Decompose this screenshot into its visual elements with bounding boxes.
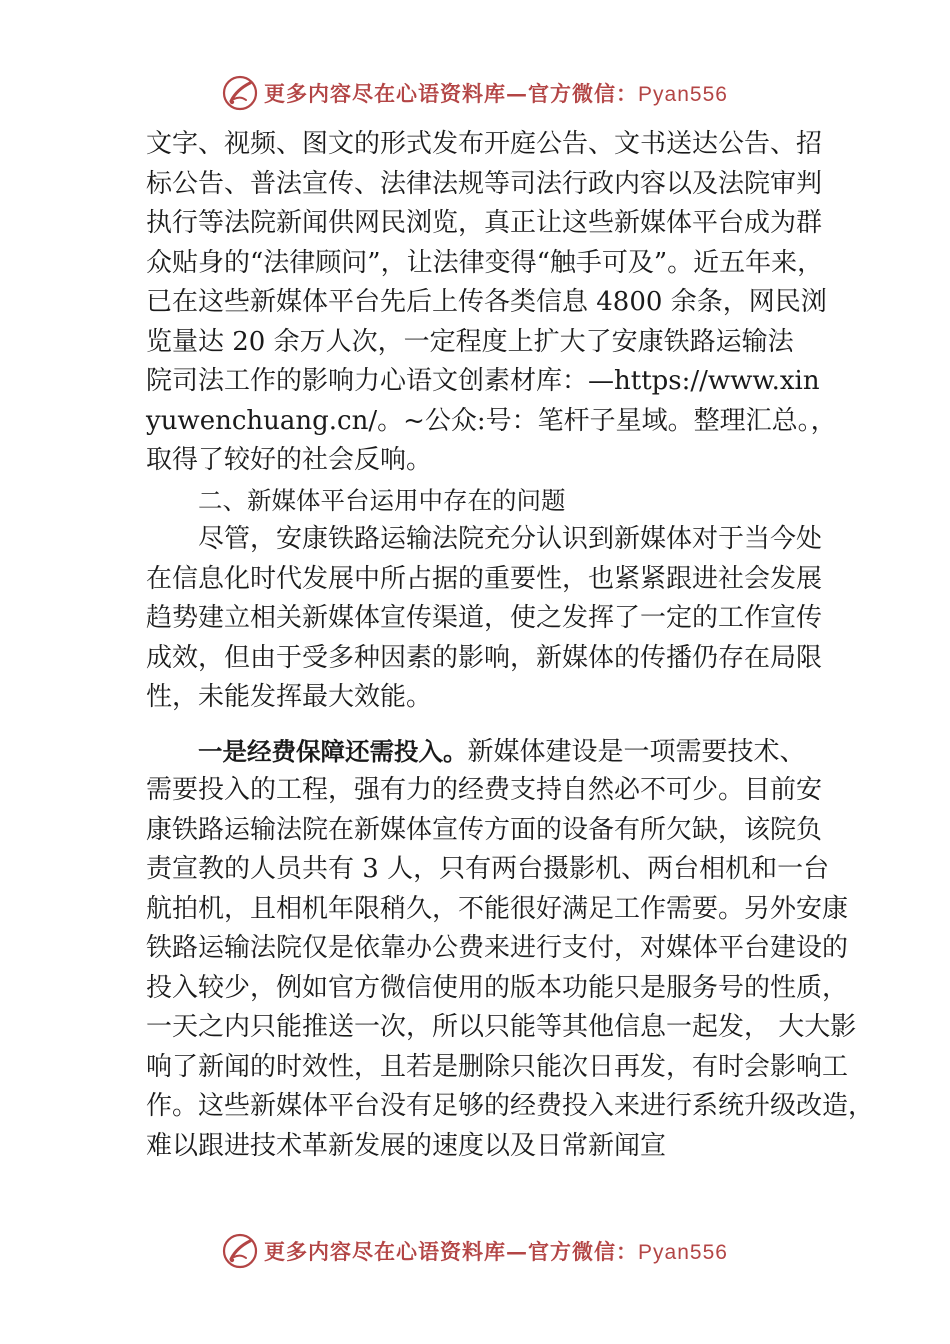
text-line: 康铁路运输法院在新媒体宣传方面的设备有所欠缺，该院负 (146, 814, 823, 845)
first-line-rest: 新媒体建设是一项需要技术、 (467, 736, 806, 767)
text-line: 难以跟进技术革新发展的速度以及日常新闻宣 (146, 1130, 667, 1161)
banner-text: 更多内容尽在心语资料库—官方微信：Pyan556 (264, 81, 728, 106)
text-line: 尽管，安康铁路运输法院充分认识到新媒体对于当今处 (198, 524, 823, 554)
banner-wechat-id: Pyan556 (638, 1241, 728, 1264)
text-line: 览量达 20 余万人次，一定程度上扩大了安康铁路运输法 (146, 326, 794, 357)
text-line: 作。这些新媒体平台没有足够的经费投入来进行系统升级改造， (146, 1091, 875, 1121)
banner-wechat-id: Pyan556 (638, 83, 728, 106)
text-line: 在信息化时代发展中所占据的重要性，也紧紧跟进社会发展 (146, 563, 823, 594)
text-line: yuwenchuang.cn/。~公众:号：笔杆子星域。整理汇总。， (146, 405, 837, 436)
text-line: 趋势建立相关新媒体宣传渠道，使之发挥了一定的工作宣传 (146, 603, 823, 633)
paragraph-3 (146, 732, 875, 1167)
bold-lead-text: 一是经费保障还需投入。 (198, 736, 468, 766)
paragraph-2 (146, 520, 846, 718)
section-heading: 二、新媒体平台运用中存在的问题 (198, 485, 566, 515)
text-line: 航拍机，且相机年限稍久，不能很好满足工作需要。另外安康 (146, 893, 849, 924)
text-line: 取得了较好的社会反响。 (146, 445, 433, 475)
brush-logo-icon (222, 75, 258, 111)
text-line: 需要投入的工程，强有力的经费支持自然必不可少。目前安 (146, 775, 823, 805)
text-line: 文字、视频、图文的形式发布开庭公告、文书送达公告、招 (146, 129, 823, 159)
text-line: 已在这些新媒体平台先后上传各类信息 4800 余条，网民浏 (146, 287, 827, 317)
header-banner (0, 71, 950, 115)
text-line: 投入较少，例如官方微信使用的版本功能只是服务号的性质， (146, 972, 849, 1003)
brush-logo-icon (222, 1233, 258, 1269)
paragraph-1 (146, 125, 846, 481)
text-line: 性，未能发挥最大效能。 (146, 682, 433, 712)
text-line: 铁路运输法院仅是依靠办公费来进行支付，对媒体平台建设的 (146, 933, 849, 963)
text-line-first (146, 732, 846, 772)
text-line: 院司法工作的影响力心语文创素材库：—https://www.xin (146, 366, 820, 396)
text-line: 标公告、普法宣传、法律法规等司法行政内容以及法院审判 (146, 168, 823, 199)
banner-text: 更多内容尽在心语资料库—官方微信：Pyan556 (264, 1239, 728, 1264)
text-line: 责宣教的人员共有 3 人，只有两台摄影机、两台相机和一台 (146, 854, 830, 884)
footer-banner (0, 1229, 950, 1273)
text-line: 执行等法院新闻供网民浏览，真正让这些新媒体平台成为群 (146, 208, 823, 238)
text-line: 响了新闻的时效性，且若是删除只能次日再发，有时会影响工 (146, 1051, 849, 1082)
text-line: 众贴身的“法律顾问”，让法律变得“触手可及”。近五年来， (146, 247, 824, 278)
document-body (146, 125, 875, 1166)
text-line: 一天之内只能推送一次，所以只能等其他信息一起发， 大大影 (146, 1012, 857, 1042)
text-line: 成效，但由于受多种因素的影响，新媒体的传播仍存在局限 (146, 642, 823, 673)
